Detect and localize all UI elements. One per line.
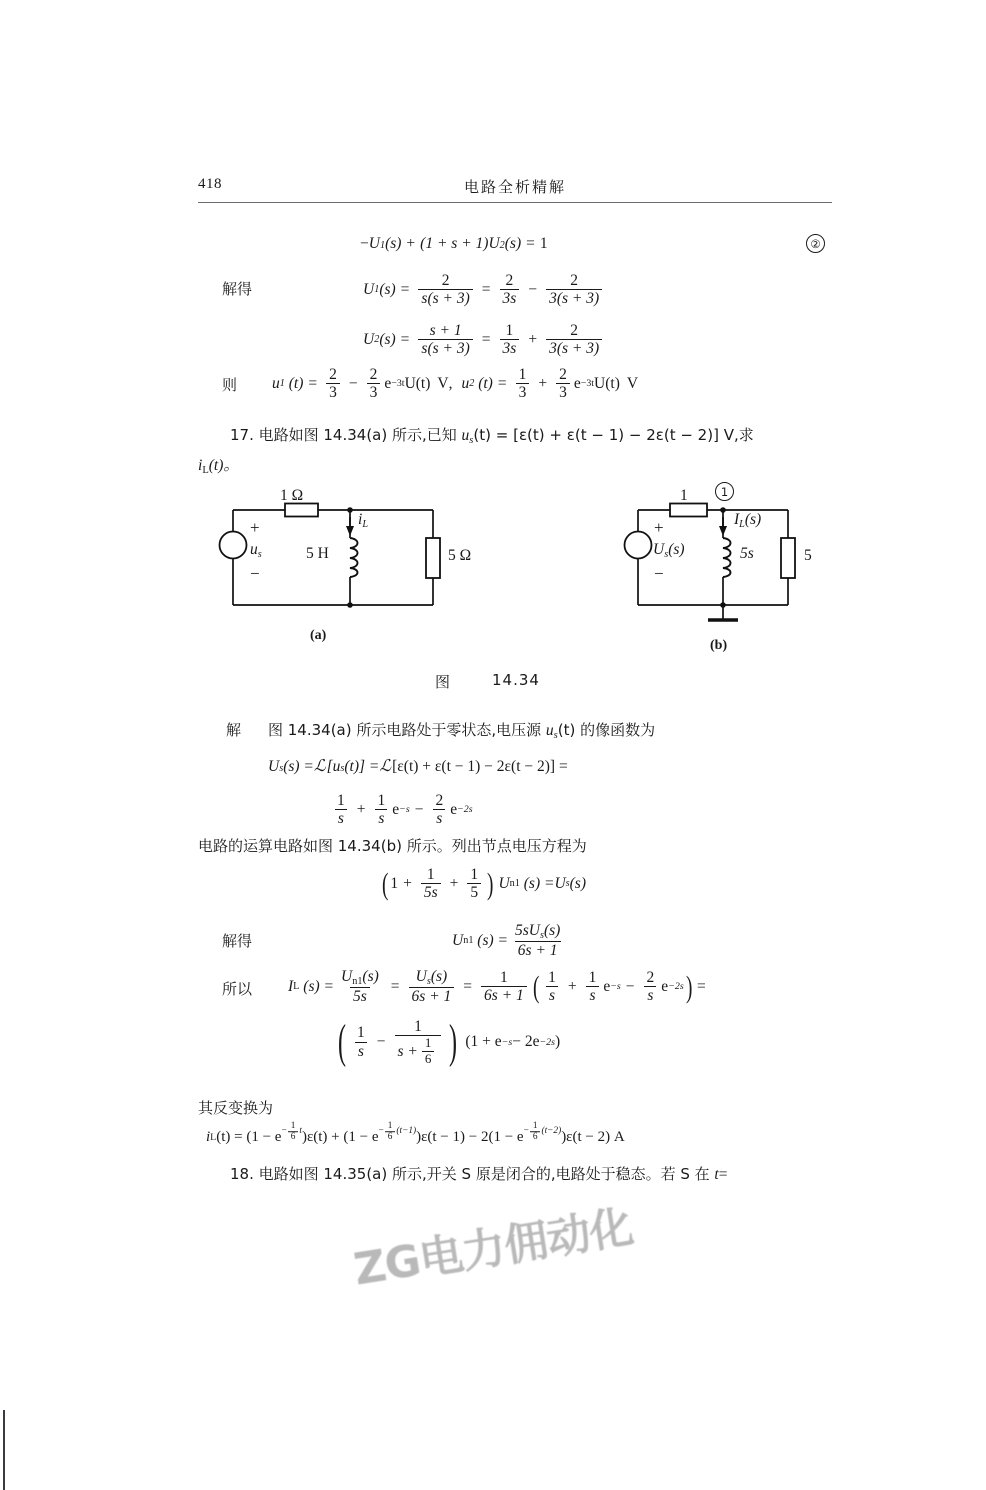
frac-num: 2: [329, 366, 337, 383]
equation-us-expanded: $\frac{1}{s}$ + $\frac{1}{s}$ e −s − $\frac{2}{s}$ e −2s: [330, 792, 473, 828]
frac-den: 3s: [500, 339, 520, 357]
us-symbol: u: [461, 427, 470, 444]
u1t-symbol: u: [272, 374, 280, 392]
frac-num-arg: (s): [362, 968, 379, 985]
exp-power: −s: [610, 981, 621, 993]
IL-symbol: I: [288, 977, 294, 995]
exp-minus: −: [281, 1126, 287, 1137]
frac-den: 3: [367, 383, 381, 401]
equation-carry-over: − U 1 (s) + (1 + s + 1) U 2 (s) = 1: [360, 232, 548, 256]
frac-num: 2: [570, 322, 578, 339]
frac-num: 2: [441, 272, 450, 289]
exp-power: −3t: [580, 378, 595, 390]
equation-u2-partial-fractions: U 2 (s) = $\frac{s + 1}{s(s + 3)}$ = $\frac{1}{3s}$ + $\frac{2}{3(s + 3)}$: [363, 322, 606, 358]
frac-num-U: U: [528, 922, 540, 939]
frac-den: 3(s + 3): [546, 289, 602, 307]
problem-17-text-a: 17. 电路如图 14.34(a) 所示,已知: [230, 426, 462, 444]
source-minus-sign: −: [250, 564, 260, 583]
frac-den: 3: [516, 383, 530, 401]
exp-var: (t−2): [541, 1126, 562, 1137]
u1t-subscript: 1: [279, 377, 285, 389]
node-number-badge: 1: [715, 482, 734, 501]
frac-den: 5s: [421, 883, 441, 901]
il-subscript: L: [202, 464, 209, 476]
frac-num-arg: (s): [543, 922, 561, 939]
u2-subscript: 2: [499, 240, 505, 251]
unit-volt: V: [437, 374, 449, 392]
exp-frac-num: 1: [387, 1120, 393, 1131]
frac-num-sub: s: [540, 929, 544, 941]
frac-num: 1: [414, 1018, 422, 1035]
frac-num-U: U: [341, 968, 353, 985]
unit-volt: V: [626, 374, 639, 392]
frac-num-sub: n1: [352, 975, 363, 987]
exp-var: (t−1): [396, 1126, 417, 1137]
exp-base: e: [603, 977, 611, 995]
equation-u1-partial-fractions: U 1 (s) = $\frac{2}{s(s + 3)}$ = $\frac{2}{3s}$ − $\frac{2}{3(s + 3)}$: [363, 272, 606, 308]
resistor-5ohm-body: [426, 538, 440, 578]
frac-num: 1: [518, 366, 527, 383]
frac-den: 3(s + 3): [546, 339, 602, 357]
u1-symbol: U: [363, 280, 375, 298]
laplace-operator: ℒ: [313, 757, 326, 775]
problem-18-tail: =: [718, 1166, 728, 1183]
equation-il-inverse: [206, 1120, 625, 1149]
us-subscript: s: [553, 729, 558, 741]
exp-power: −3t: [391, 378, 405, 390]
time-variable: t: [714, 1166, 719, 1183]
minus-sign: −: [360, 235, 369, 252]
page-number: 418: [198, 176, 222, 192]
laplace-bracket-2: [ε(t) + ε(t − 1) − 2ε(t − 2)] =: [392, 758, 568, 775]
exp-minus: −: [378, 1126, 384, 1137]
us-symbol: u: [545, 722, 554, 739]
frac-num: 2: [505, 272, 514, 289]
exp-base: e: [392, 800, 400, 818]
label-5ohm: 5 Ω: [448, 547, 472, 564]
frac-den: s: [433, 809, 445, 827]
label-resistor-5: 5: [804, 547, 812, 564]
frac-num-arg: (s): [430, 968, 448, 985]
watermark: ZG电力佣动化: [350, 1201, 636, 1296]
carry-rhs: 1: [539, 235, 548, 252]
solve-label-2: 解得: [222, 932, 253, 950]
il-symbol: i: [198, 457, 203, 474]
current-arrow-ils: [719, 517, 727, 536]
frac-den: s(s + 3): [418, 289, 472, 307]
voltage-source-symbol-b: [625, 532, 652, 559]
current-arrow-il: [346, 517, 354, 536]
IL-subscript: L: [293, 980, 300, 992]
source-plus-sign: +: [250, 518, 260, 537]
frac-den: s: [355, 1042, 367, 1060]
step-function: U(t): [594, 374, 620, 392]
frac-num: 2: [435, 792, 444, 809]
equation-node-voltage: ( 1 + $\frac{1}{5s}$ + $\frac{1}{5}$ ) U n1 (s) = U s (s): [381, 865, 586, 902]
il-subscript: L: [210, 1131, 217, 1143]
laplace-bracket-1-sub: s: [340, 763, 345, 774]
label-current-il-s: $I_L(s)$: [734, 511, 762, 530]
frac-num: 1: [426, 866, 435, 883]
inverse-transform-label: 其反变换为: [198, 1099, 274, 1117]
frac-num: 1: [505, 322, 514, 339]
frac-den: s: [546, 986, 558, 1004]
frac-den: 3s: [500, 289, 520, 307]
solution-intro-b: (t) 的像函数为: [557, 721, 656, 739]
laplace-operator: ℒ: [379, 757, 392, 775]
frac-num: 2: [570, 272, 578, 289]
laplace-bracket-1-end: (t)] =: [344, 758, 380, 775]
il-tail-open: (1 + e: [465, 1033, 502, 1051]
Us-subscript: s: [279, 763, 284, 774]
Us-arg: (s): [569, 874, 586, 892]
frac-den: s: [335, 809, 347, 827]
operational-circuit-text: 电路的运算电路如图 14.34(b) 所示。列出节点电压方程为: [198, 837, 587, 855]
il-inverse-mid-2: )ε(t − 1) − 2(1 − e: [416, 1129, 524, 1145]
un1-symbol: U: [452, 931, 464, 949]
us-subscript: s: [469, 434, 474, 446]
node-dot: [347, 602, 353, 608]
const-one: 1: [390, 874, 399, 892]
frac-den: 5s: [350, 987, 370, 1005]
equation-il-continuation: ( $\frac{1}{s}$ − 1 s + $\frac{1}{6}$ ) (1 + e −s − 2e −2s ): [338, 1015, 561, 1069]
frac-den: 6s + 1: [515, 941, 561, 959]
frac-den: s: [644, 986, 656, 1004]
equation-us-laplace: [268, 754, 568, 779]
source-minus-sign: −: [654, 564, 664, 583]
exp-base: e: [384, 374, 392, 392]
un1-arg: (s) =: [523, 874, 555, 892]
solve-label-1: 解得: [222, 280, 253, 298]
equation-time-domain: u 1 (t) = $\frac{2}{3}$ − $\frac{2}{3}$ e −3t U(t) V , u 2 (t) = $\frac{1}{3}$ + $\frac{2}{3}$ e −3t U(t) V: [272, 366, 639, 402]
problem-17-tail: (t)。: [208, 457, 239, 474]
nested-frac-num: 1: [424, 1035, 432, 1051]
therefore-label: 所以: [222, 980, 253, 998]
un1-arg: (s) =: [477, 931, 508, 949]
frac-num: 1: [500, 968, 508, 986]
frac-num-U: U: [415, 968, 427, 985]
solution-intro: [268, 719, 655, 744]
frac-num: 1: [470, 866, 479, 883]
figure-caption-word: 图: [435, 673, 452, 691]
problem-18-statement: [230, 1163, 727, 1187]
circuit-a-svg: [200, 480, 480, 630]
il-symbol: i: [206, 1129, 211, 1145]
equation-un1-result: [452, 922, 567, 960]
exp-frac-num: 1: [290, 1120, 296, 1131]
Us-symbol: U: [268, 758, 280, 775]
resistor-5-body: [781, 538, 795, 578]
frac-den: s: [375, 809, 387, 827]
frac-den: 6s + 1: [481, 986, 527, 1004]
subfigure-label-a: (a): [310, 628, 327, 643]
label-source-us: $u_s$: [250, 541, 262, 560]
problem-17-statement-line2: [198, 454, 239, 479]
circuit-diagram-b: [610, 480, 840, 653]
solution-label: 解: [226, 721, 242, 739]
frac-den: s: [586, 986, 598, 1004]
Us-subscript: s: [565, 877, 570, 889]
book-title: 电路全析精解: [463, 178, 566, 196]
u2-symbol: U: [363, 330, 375, 348]
un1-symbol: U: [498, 874, 510, 892]
equation-number-badge: ②: [806, 234, 825, 253]
exp-power: −2s: [457, 804, 473, 816]
step-function: U(t): [404, 374, 431, 392]
label-current-il: $i_L$: [358, 511, 368, 530]
problem-18-text: 18. 电路如图 14.35(a) 所示,开关 S 原是闭合的,电路处于稳态。若 S 在: [230, 1165, 715, 1183]
exp-minus: −: [523, 1126, 529, 1137]
scan-edge-artifact: [3, 1410, 5, 1490]
exp-base: e: [450, 800, 458, 818]
il-inverse-end: )ε(t − 2) A: [561, 1129, 625, 1145]
exp-frac-den: 6: [288, 1131, 299, 1142]
u1-symbol: U: [368, 235, 380, 252]
nested-frac-den: 6: [422, 1051, 435, 1067]
u1-subscript: 1: [379, 240, 386, 251]
il-tail-mid: − 2e: [512, 1033, 540, 1051]
problem-17-statement: [230, 424, 840, 449]
label-source-us-s: $U_s(s)$: [653, 541, 685, 560]
frac-num: s + 1: [429, 322, 462, 339]
IL-arg: (s) =: [303, 977, 334, 995]
source-plus-sign: +: [654, 518, 664, 537]
exp-power: −s: [399, 804, 410, 816]
frac-num: 1: [588, 968, 597, 986]
frac-num: 1: [357, 1024, 365, 1042]
frac-num: 1: [548, 968, 556, 986]
node-dot: [720, 507, 726, 513]
header-rule: [198, 202, 832, 203]
un1-subscript: n1: [509, 877, 520, 889]
u1-subscript: 1: [374, 283, 380, 295]
il-tail-close: ): [554, 1033, 561, 1051]
problem-17-text-b: (t) = [ε(t) + ε(t − 1) − 2ε(t − 2)] V,求: [473, 426, 754, 444]
exp-base: e: [661, 977, 669, 995]
solution-intro-a: 图 14.34(a) 所示电路处于零状态,电压源: [268, 721, 546, 739]
exp-base: e: [573, 374, 581, 392]
frac-num: 1: [337, 792, 345, 809]
u2t-symbol: u: [461, 374, 470, 392]
frac-num-sub: s: [426, 975, 431, 987]
exp-var: t: [299, 1126, 302, 1137]
frac-den: 3: [326, 383, 340, 401]
il-inverse-open: (t) = (1 − e: [216, 1129, 282, 1145]
equals-tail: =: [697, 977, 706, 995]
inductor-coil-5h: [350, 538, 358, 577]
equation-tag-2: [806, 234, 825, 253]
u2-symbol: U: [488, 235, 500, 252]
frac-den: 3: [556, 383, 570, 401]
un1-subscript: n1: [463, 934, 474, 946]
exp-frac-den: 6: [530, 1131, 541, 1142]
then-label: 则: [222, 376, 238, 394]
frac-num: 2: [559, 366, 567, 383]
il-inverse-mid-1: )ε(t) + (1 − e: [301, 1129, 379, 1145]
frac-num: 1: [377, 792, 386, 809]
frac-num: 2: [646, 968, 655, 986]
frac-den: 6s + 1: [409, 987, 455, 1005]
exp-power: −2s: [668, 981, 684, 993]
label-resistor-1: 1: [680, 487, 688, 504]
resistor-1-body: [670, 504, 707, 517]
inductor-coil-5s: [723, 538, 731, 577]
laplace-bracket-1: [u: [326, 758, 341, 775]
label-1ohm: 1 Ω: [280, 487, 304, 504]
node-dot: [720, 602, 726, 608]
Us-arg: (s) =: [283, 758, 314, 775]
exp-power: −2s: [539, 1036, 555, 1048]
u2-subscript: 2: [374, 333, 380, 345]
u2t-subscript: 2: [469, 377, 475, 389]
exp-power: −s: [501, 1036, 513, 1048]
exp-frac-num: 1: [532, 1120, 538, 1131]
frac-num: 2: [369, 366, 378, 383]
Us-symbol: U: [554, 874, 566, 892]
circuit-diagram-a: [200, 480, 480, 643]
voltage-source-symbol-a: [220, 532, 247, 559]
frac-den: s(s + 3): [418, 339, 472, 357]
figure-caption-number: 14.34: [492, 671, 540, 689]
nested-den-s: s +: [397, 1042, 418, 1060]
frac-num-coeff: 5s: [515, 922, 529, 939]
equation-il-derivation: I L (s) = $\frac{Un1(s)}{5s}$ = $\frac{U_s(s)}{6s + 1}$ = $\frac{1}{6s + 1}$ ( $\frac{1}{s}$ + $\frac{1}{s}$ e −s − $\frac{2}{s}$ e −2s ) =: [288, 968, 709, 1006]
label-5h: 5 H: [306, 545, 329, 562]
node-dot: [347, 507, 353, 513]
carry-paren-expr: (1 + s + 1): [420, 235, 489, 252]
page-header: [198, 176, 832, 206]
frac-den: 5: [467, 883, 481, 901]
subfigure-label-b: (b): [710, 638, 728, 653]
exp-frac-den: 6: [385, 1131, 396, 1142]
label-inductor-5s: 5s: [740, 545, 754, 562]
